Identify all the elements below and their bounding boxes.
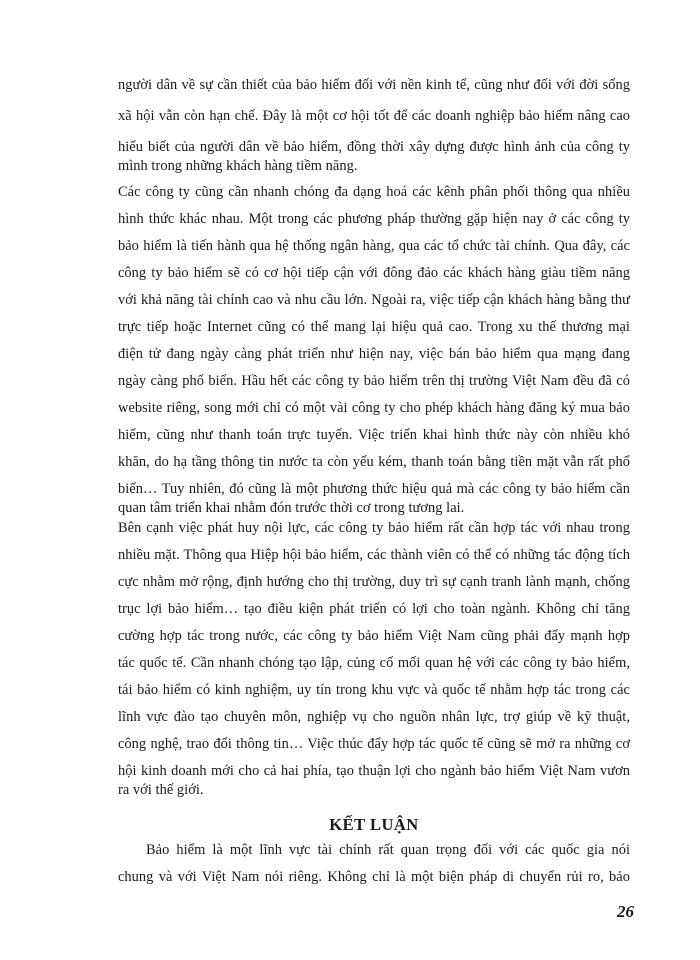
text-line: cực nhằm mở rộng, định hướng cho thị trường, duy trì sự cạnh tranh lành mạnh, chống xyxy=(118,574,630,590)
text-line: hội kinh doanh mới cho cả hai phía, tạo thuận lợi cho ngành bảo hiểm Việt Nam vươn xyxy=(118,763,630,779)
text-line: với khả năng tài chính cao và nhu cầu lớn. Ngoài ra, việc tiếp cận khách hàng bằng thư xyxy=(118,292,630,308)
text-line: khăn, do hạ tầng thông tin nước ta còn yếu kém, thanh toán bằng tiền mặt vẫn rất phổ xyxy=(118,454,630,470)
text-line: công ty bảo hiểm sẽ có cơ hội tiếp cận với đông đảo các khách hàng giàu tiềm năng xyxy=(118,265,630,281)
text-line: biến… Tuy nhiên, đó cũng là một phương thức hiệu quả mà các công ty bảo hiểm cần xyxy=(118,481,630,497)
text-line: chung và với Việt Nam nói riêng. Không chỉ là một biện pháp di chuyển rủi ro, bảo xyxy=(118,869,630,885)
text-line: quan tâm triển khai nhằm đón trước thời cơ trong tương lai. xyxy=(118,500,465,516)
text-line: hiểu biết của người dân về bảo hiểm, đồng thời xây dựng được hình ảnh của công ty xyxy=(118,139,630,155)
text-line: ra với thế giới. xyxy=(118,782,204,798)
text-line: bảo hiểm là tiến hành qua hệ thống ngân hàng, qua các tổ chức tài chính. Qua đây, các xyxy=(118,238,630,254)
text-line: tái bảo hiểm có kinh nghiệm, uy tín trong khu vực và quốc tế nhằm hợp tác trong các xyxy=(118,682,630,698)
text-line: website riêng, song mới chỉ có một vài công ty cho phép khách hàng đăng ký mua bảo xyxy=(118,400,630,416)
text-line: ngày càng phổ biến. Hầu hết các công ty bảo hiểm trên thị trường Việt Nam đều đã có xyxy=(118,373,630,389)
text-line: trục lợi bảo hiểm… tạo điều kiện phát triển có lợi cho toàn ngành. Không chỉ tăng xyxy=(118,601,630,617)
text-line: người dân về sự cần thiết của bảo hiểm đối với nền kinh tế, cũng như đối với đời sống xyxy=(118,77,630,93)
text-line: Bên cạnh việc phát huy nội lực, các công ty bảo hiểm rất cần hợp tác với nhau trong xyxy=(118,520,630,536)
text-line: điện tử đang ngày càng phát triển như hiện nay, việc bán bảo hiểm qua mạng đang xyxy=(118,346,630,362)
text-line: lĩnh vực đào tạo chuyên môn, nghiệp vụ cho nguồn nhân lực, trợ giúp về kỹ thuật, xyxy=(118,709,630,725)
text-line: Bảo hiểm là một lĩnh vực tài chính rất quan trọng đối với các quốc gia nói xyxy=(146,842,630,858)
text-line: nhiều mặt. Thông qua Hiệp hội bảo hiểm, các thành viên có thể có những tác động tích xyxy=(118,547,630,563)
text-line: trực tiếp hoặc Internet cũng có thể mang lại hiệu quả cao. Trong xu thế thương mại xyxy=(118,319,630,335)
text-line: cường hợp tác trong nước, các công ty bảo hiểm Việt Nam cũng phải đẩy mạnh hợp xyxy=(118,628,630,644)
text-line: Các công ty cũng cần nhanh chóng đa dạng hoá các kênh phân phối thông qua nhiều xyxy=(118,184,630,200)
conclusion-heading: KẾT LUẬN xyxy=(329,815,419,834)
text-line: tác quốc tế. Cần nhanh chóng tạo lập, củng cố mối quan hệ với các công ty bảo hiểm, xyxy=(118,655,630,671)
text-line: hiểm, cũng như thanh toán trực tuyến. Việc triển khai hình thức này còn nhiều khó xyxy=(118,427,630,443)
text-line: mình trong những khách hàng tiềm năng. xyxy=(118,158,358,174)
page-number: 26 xyxy=(617,902,634,921)
text-line: công nghệ, trao đổi thông tin… Việc thúc đẩy hợp tác quốc tế cũng sẽ mở ra những cơ xyxy=(118,736,630,752)
text-line: hình thức khác nhau. Một trong các phương pháp thường gặp hiện nay ở các công ty xyxy=(118,211,630,227)
text-line: xã hội vẫn còn hạn chế. Đây là một cơ hội tốt để các doanh nghiệp bảo hiểm nâng cao xyxy=(118,108,630,124)
